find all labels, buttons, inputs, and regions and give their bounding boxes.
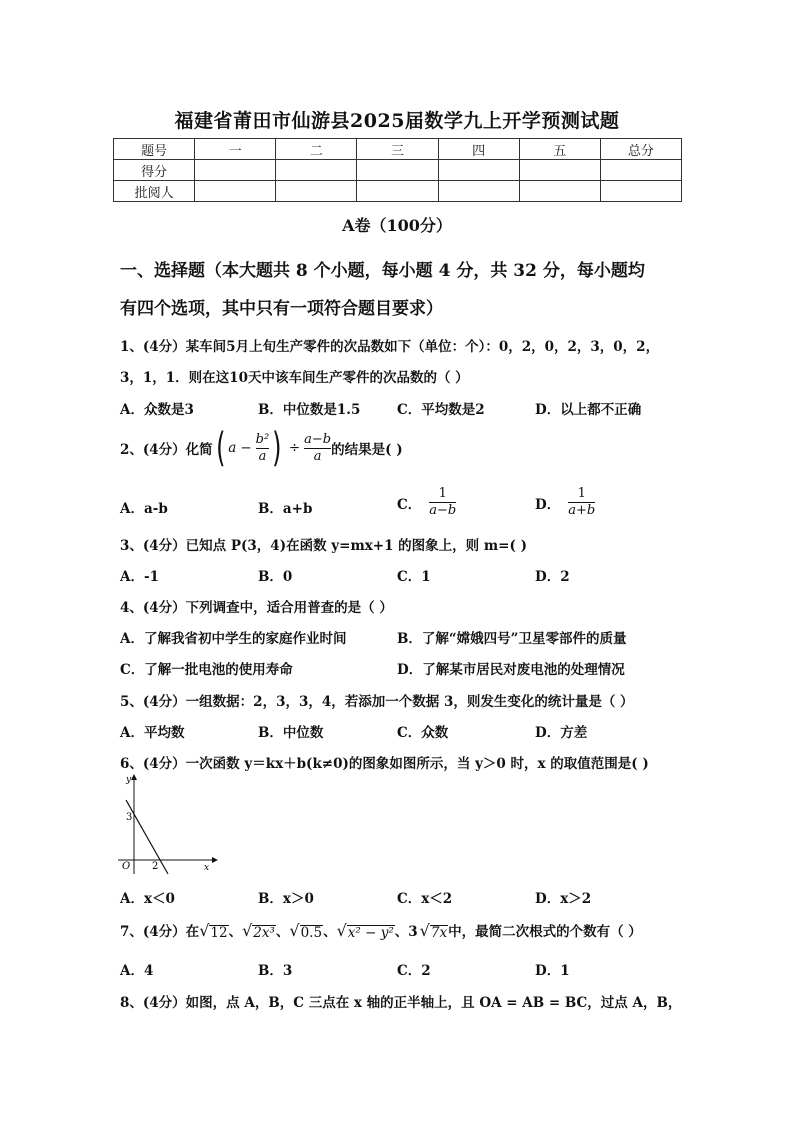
q2-prefix: 2、(4分）化简 [120, 442, 213, 458]
q5-option-a: A．平均数 [120, 725, 185, 741]
table-header-cell: 二 [276, 139, 357, 160]
q5-option-c: C．众数 [397, 725, 449, 741]
expr-a: a [228, 440, 237, 456]
y-axis-arrow [131, 774, 137, 780]
q3-option-b: B．0 [258, 569, 293, 585]
table-row [114, 181, 682, 202]
q2-stem [120, 425, 403, 471]
table-header-cell: 四 [438, 139, 519, 160]
q4-stem: 4、(4分）下列调查中，适合用普查的是（ ） [120, 600, 393, 616]
q7-option-b: B．3 [258, 963, 293, 979]
part1-heading: 一、选择题（本大题共 8 个小题，每小题 4 分，共 32 分，每小题均 [120, 261, 645, 281]
q1-stem: 1、(4分）某车间5月上旬生产零件的次品数如下（单位：个）：0，2，0，2，3，0，2， [120, 339, 660, 355]
fraction-1-over-amb: $\frac{1}{a-b}$ [429, 486, 457, 518]
part1-heading-cont: 有四个选项，其中只有一项符合题目要求） [120, 299, 443, 319]
q1-option-a: A．众数是3 [120, 402, 194, 418]
x-axis-arrow [212, 857, 218, 863]
x-intercept-label: 2 [152, 861, 159, 872]
q7-option-a: A．4 [120, 963, 154, 979]
q5-stem: 5、(4分）一组数据：2，3，3，4，若添加一个数据 3，则发生变化的统计量是（ ） [120, 694, 634, 710]
q7-stem: 7、(4分）在 √ 12 、 √ 2x³ 、 √ 0.5 、 √ x² − y² 、 3 √ 7x 中，最简二次根式的个数有（ ） [120, 921, 642, 941]
q4-option-a: A．了解我省初中学生的家庭作业时间 [120, 631, 347, 647]
q2-option-c: C． $\frac{1}{a-b}$ [397, 486, 457, 518]
q1-option-d: D．以上都不正确 [535, 402, 642, 418]
radical-12: √ 12 [199, 921, 228, 941]
y-axis-label: y [126, 775, 132, 785]
q7-option-c: C．2 [397, 963, 431, 979]
q8-stem: 8、(4分）如图，点 A，B，C 三点在 x 轴的正半轴上，且 OA = AB = BC，过点 A，B， [120, 995, 682, 1011]
radical-x2-y2: √ x² − y² [336, 921, 394, 941]
q4-option-b: B．了解“嫦娥四号”卫星零部件的质量 [397, 631, 627, 647]
page-title: 福建省莆田市仙游县2025届数学九上开学预测试题 [174, 110, 620, 132]
radical-0-5: √ 0.5 [289, 921, 323, 941]
q4-option-c: C．了解一批电池的使用寿命 [120, 662, 293, 678]
table-header-cell: 三 [357, 139, 438, 160]
radical-7x: √ 7x [419, 921, 448, 941]
table-header-cell: 一 [195, 139, 276, 160]
y-intercept-label: 3 [126, 812, 133, 823]
table-header-cell: 题号 [114, 139, 195, 160]
q3-option-c: C．1 [397, 569, 431, 585]
q5-option-b: B．中位数 [258, 725, 324, 741]
radical-2x3: √ 2x³ [242, 921, 275, 941]
radical-coefficient: 3 [408, 924, 418, 940]
q3-stem: 3、(4分）已知点 P(3，4)在函数 y=mx+1 的图象上，则 m=( ) [120, 538, 527, 554]
q6-option-c: C．x＜2 [397, 891, 453, 907]
q6-stem: 6、(4分）一次函数 y＝kx＋b(k≠0)的图象如图所示，当 y＞0 时，x 的取值范围是( ) [120, 756, 649, 772]
close-paren: ) [272, 425, 282, 471]
origin-label: O [122, 861, 131, 872]
q6-linear-graph [112, 770, 222, 880]
q3-option-a: A．-1 [120, 569, 159, 585]
q6-option-d: D．x＞2 [535, 891, 592, 907]
section-a-title: A卷（100分） [342, 216, 452, 235]
q1-stem-cont: 3，1，1．则在这10天中该车间生产零件的次品数的（ ） [120, 370, 469, 386]
q4-option-d: D．了解某市居民对废电池的处理情况 [397, 662, 625, 678]
q2-option-b: B．a+b [258, 501, 313, 517]
table-row-label: 得分 [114, 160, 195, 181]
table-header-cell: 五 [519, 139, 600, 160]
fraction-amb-over-a: $\frac{a-b}{a}$ [304, 431, 332, 464]
q7-suffix: 中，最简二次根式的个数有（ ） [448, 924, 642, 940]
open-paren: ( [215, 425, 226, 471]
table-row [114, 160, 682, 181]
table-row-label: 批阅人 [114, 181, 195, 202]
expr-div: ÷ [288, 440, 301, 456]
q6-option-a: A．x＜0 [120, 891, 175, 907]
q5-option-d: D．方差 [535, 725, 588, 741]
q1-option-c: C．平均数是2 [397, 402, 485, 418]
q3-option-d: D．2 [535, 569, 570, 585]
q2-suffix: 的结果是( ) [331, 442, 403, 458]
table-header-cell: 总分 [600, 139, 681, 160]
score-table [113, 138, 682, 202]
q1-option-b: B．中位数是1.5 [258, 402, 361, 418]
fraction-b2-over-a: $\frac{\text{b²}}{a}$ [255, 431, 270, 464]
q7-option-d: D．1 [535, 963, 570, 979]
table-header-row [114, 139, 682, 160]
q6-option-b: B．x＞0 [258, 891, 314, 907]
q7-prefix: 7、(4分）在 [120, 924, 200, 940]
q2-option-a: A．a-b [120, 501, 168, 517]
x-axis-label: x [204, 863, 210, 873]
fraction-1-over-apb: $\frac{1}{a+b}$ [568, 486, 596, 518]
q2-option-d: D． $\frac{1}{a+b}$ [535, 486, 596, 518]
expr-minus: − [240, 440, 252, 456]
